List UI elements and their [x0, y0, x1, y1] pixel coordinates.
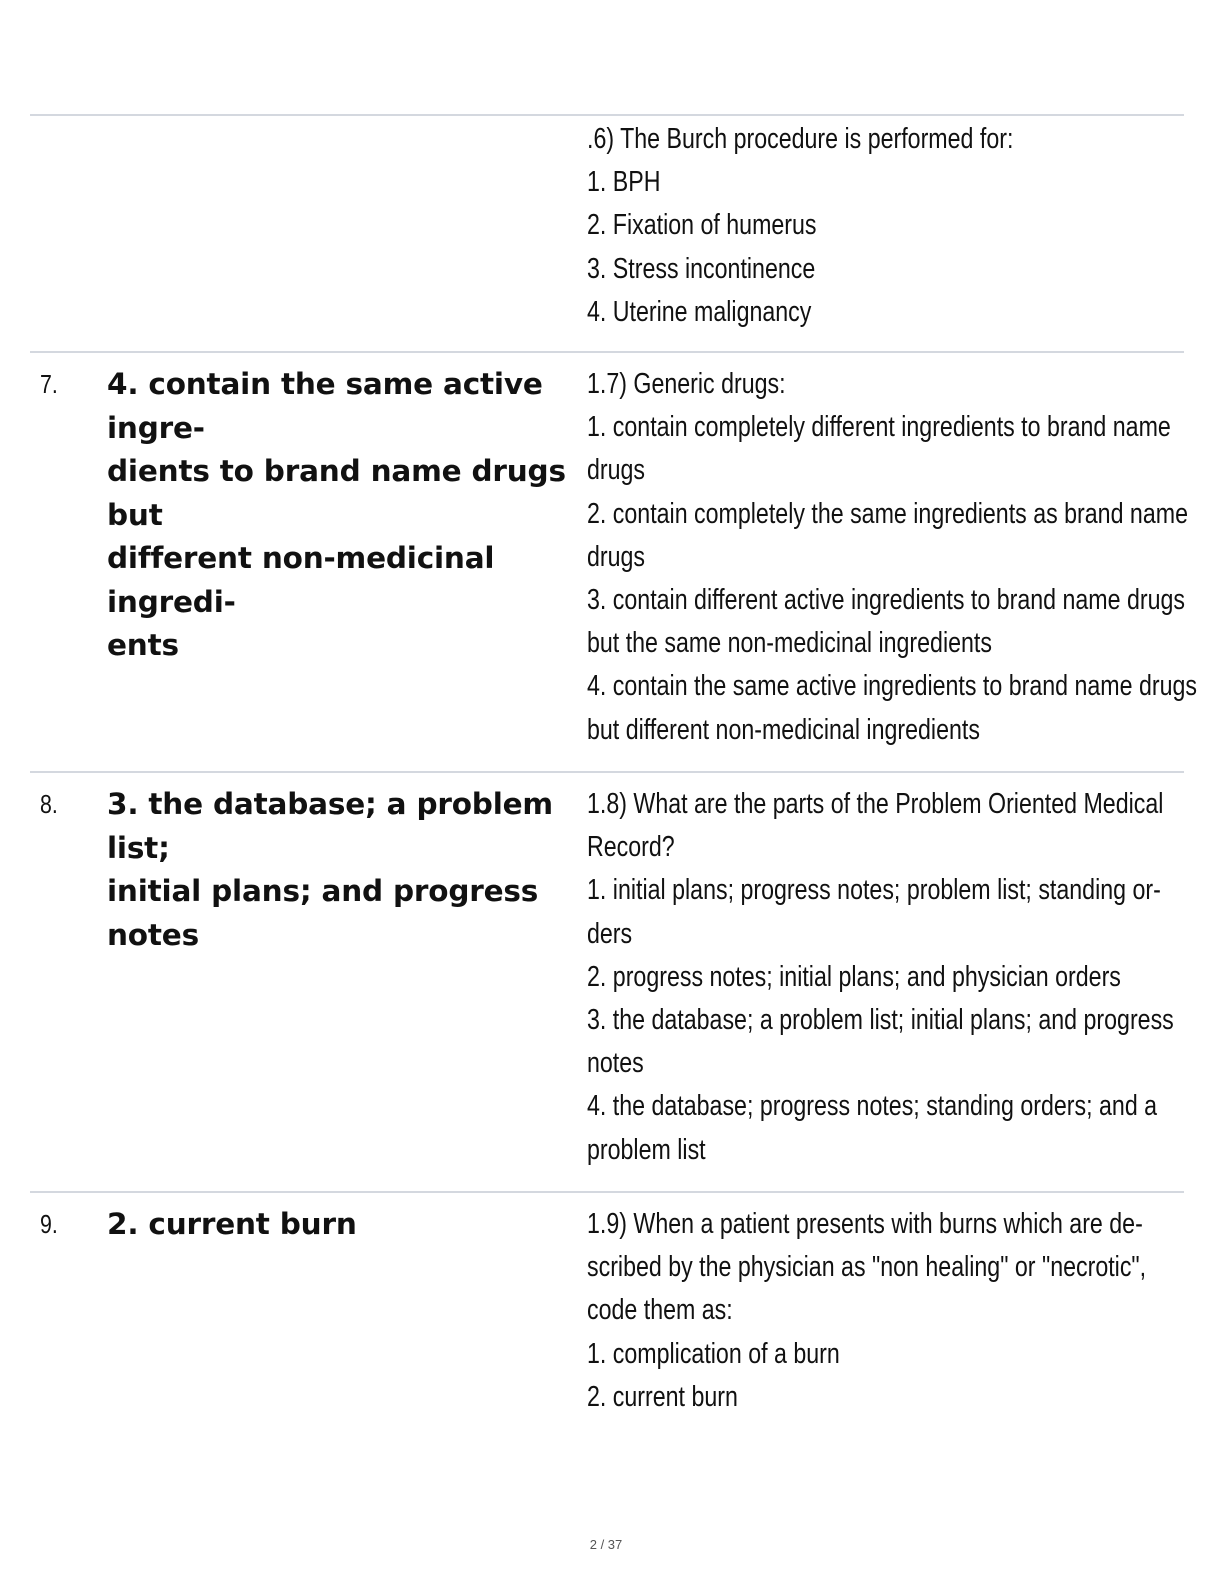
question-line: .6) The Burch procedure is performed for: — [587, 123, 1014, 155]
question-line: 4. Uterine malignancy — [587, 295, 812, 328]
question-line: 2. progress notes; initial plans; and physician orders — [587, 960, 1121, 993]
page-indicator: 2 / 37 — [589, 1537, 623, 1552]
question-line: 1. initial plans; progress notes; problem list; standing or- — [587, 874, 1161, 907]
question-line: 2. Fixation of humerus — [587, 209, 817, 242]
question-line: 2. contain completely the same ingredients as brand name — [587, 497, 1188, 530]
card-divider — [30, 351, 1184, 353]
answer-line: 2. current burn — [107, 1207, 357, 1241]
question-text — [587, 363, 1198, 752]
answer-line: initial plans; and progress notes — [107, 874, 539, 952]
card-number: 9. — [40, 1209, 58, 1239]
question-line: 1. contain completely different ingredients to brand name — [587, 411, 1171, 444]
question-text — [587, 118, 1187, 334]
answer-text — [107, 1203, 585, 1247]
question-line: notes — [587, 1047, 644, 1080]
question-line: 3. contain different active ingredients to brand name drugs — [587, 583, 1185, 616]
answer-line: 4. contain the same active ingre- — [107, 367, 543, 445]
answer-line: different non-medicinal ingredi- — [107, 541, 495, 619]
question-line: 3. the database; a problem list; initial plans; and progress — [587, 1003, 1174, 1036]
card-divider — [30, 1191, 1184, 1193]
question-line: 1.8) What are the parts of the Problem Oriented Medical — [587, 788, 1164, 820]
answer-line: dients to brand name drugs but — [107, 454, 566, 532]
card-divider — [30, 771, 1184, 773]
question-line: ders — [587, 917, 633, 950]
question-text — [587, 783, 1187, 1172]
card-number: 7. — [40, 369, 58, 399]
question-line: but different non-medicinal ingredients — [587, 713, 980, 746]
question-line: 3. Stress incontinence — [587, 252, 816, 285]
question-line: 2. current burn — [587, 1380, 738, 1413]
question-line: drugs — [587, 540, 646, 573]
top-divider — [30, 114, 1184, 116]
answer-text — [107, 363, 585, 668]
card-number: 8. — [40, 789, 58, 819]
question-line: 1.7) Generic drugs: — [587, 368, 786, 400]
question-text — [587, 1203, 1187, 1419]
question-line: 1.9) When a patient presents with burns which are de- — [587, 1208, 1143, 1240]
answer-text — [107, 783, 585, 957]
question-line: 1. complication of a burn — [587, 1337, 840, 1370]
question-line: but the same non-medicinal ingredients — [587, 627, 992, 660]
question-line: 4. contain the same active ingredients to brand name drugs — [587, 670, 1198, 703]
question-line: code them as: — [587, 1294, 733, 1327]
question-line: 4. the database; progress notes; standing orders; and a — [587, 1090, 1158, 1123]
question-line: 1. BPH — [587, 166, 661, 199]
question-line: problem list — [587, 1133, 706, 1166]
question-line: scribed by the physician as "non healing" or "necrotic", — [587, 1251, 1147, 1284]
question-line: drugs — [587, 454, 646, 487]
answer-line: ents — [107, 628, 179, 662]
question-line: Record? — [587, 831, 675, 864]
answer-line: 3. the database; a problem list; — [107, 787, 553, 865]
